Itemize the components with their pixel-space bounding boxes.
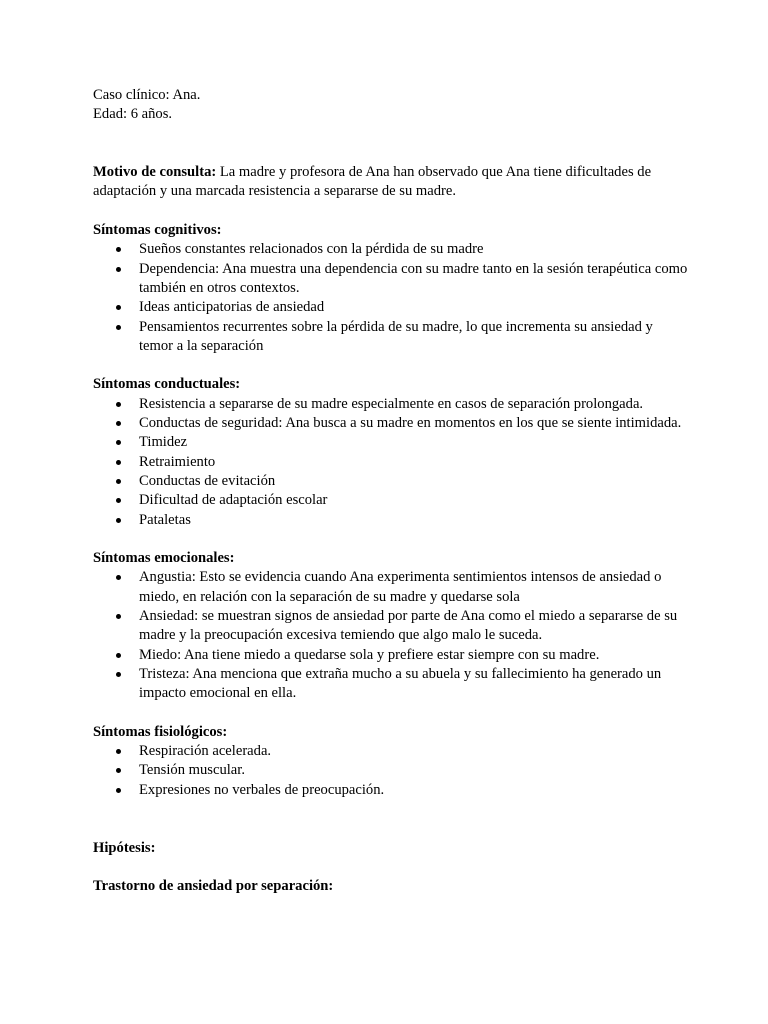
- consulta-paragraph: [93, 163, 688, 202]
- bullet-icon: [116, 518, 121, 523]
- bullet-icon: [116, 575, 121, 580]
- bullet-icon: [116, 768, 121, 773]
- list-item: [139, 298, 688, 317]
- list-cognitivos: [93, 240, 688, 356]
- document-body: [93, 86, 688, 896]
- bullet-icon: [116, 440, 121, 445]
- spacer: [93, 202, 688, 221]
- age-line: Edad: 6 años.: [93, 106, 173, 123]
- list-item: [139, 607, 688, 646]
- bullet-icon: [116, 498, 121, 503]
- section-title-cognitivos: Síntomas cognitivos:: [93, 222, 222, 239]
- spacer: [93, 356, 688, 375]
- list-item-text: Tensión muscular.: [139, 762, 245, 779]
- list-item-text: Timidez: [139, 434, 188, 451]
- list-item-text: Angustia: Esto se evidencia cuando Ana experimenta sentimientos intensos de ansiedad o miedo, en relación con la separación de su madre y quedarse sola: [139, 569, 662, 605]
- bullet-icon: [116, 421, 121, 426]
- bullet-icon: [116, 247, 121, 252]
- spacer: [93, 530, 688, 549]
- consulta-text: La madre y profesora de Ana han observado que Ana tiene dificultades de adaptación y una marcada resistencia a separarse de su madre.: [93, 164, 652, 200]
- bullet-icon: [116, 479, 121, 484]
- list-item-text: Conductas de evitación: [139, 472, 276, 489]
- list-item: [139, 491, 688, 510]
- section-title-fisiologicos: Síntomas fisiológicos:: [93, 723, 228, 740]
- section-title-hipotesis: Hipótesis:: [93, 839, 156, 856]
- list-item: [139, 240, 688, 259]
- consulta-label: Motivo de consulta:: [93, 164, 217, 181]
- list-conductuales: [93, 395, 688, 530]
- list-item-text: Conductas de seguridad: Ana busca a su madre en momentos en los que se siente intimidada.: [139, 415, 682, 432]
- list-item: [139, 453, 688, 472]
- list-item: [139, 665, 688, 704]
- spacer: [93, 704, 688, 723]
- list-item: [139, 742, 688, 761]
- bullet-icon: [116, 460, 121, 465]
- bullet-icon: [116, 749, 121, 754]
- list-item: [139, 318, 688, 357]
- list-item-text: Miedo: Ana tiene miedo a quedarse sola y prefiere estar siempre con su madre.: [139, 646, 600, 663]
- case-line: Caso clínico: Ana.: [93, 87, 201, 103]
- spacer: [93, 125, 688, 164]
- section-title-conductuales: Síntomas conductuales:: [93, 376, 241, 393]
- list-emocionales: [93, 568, 688, 703]
- bullet-icon: [116, 267, 121, 272]
- list-item-text: Dificultad de adaptación escolar: [139, 492, 328, 509]
- list-item: [139, 395, 688, 414]
- bullet-icon: [116, 402, 121, 407]
- list-item-text: Sueños constantes relacionados con la pérdida de su madre: [139, 241, 484, 258]
- spacer: [93, 858, 688, 877]
- list-fisiologicos: [93, 742, 688, 800]
- bullet-icon: [116, 305, 121, 310]
- list-item-text: Pataletas: [139, 511, 191, 528]
- list-item: [139, 761, 688, 780]
- list-item: [139, 260, 688, 299]
- list-item-text: Resistencia a separarse de su madre especialmente en casos de separación prolongada.: [139, 395, 644, 412]
- list-item: [139, 433, 688, 452]
- bullet-icon: [116, 614, 121, 619]
- bullet-icon: [116, 653, 121, 658]
- list-item-text: Expresiones no verbales de preocupación.: [139, 781, 385, 798]
- bullet-icon: [116, 672, 121, 677]
- list-item-text: Tristeza: Ana menciona que extraña mucho a su abuela y su fallecimiento ha generado un impacto emocional en ella.: [139, 665, 662, 702]
- list-item-text: Dependencia: Ana muestra una dependencia con su madre tanto en la sesión terapéutica como también en otros contextos.: [139, 260, 688, 296]
- list-item: [139, 568, 688, 607]
- bullet-icon: [116, 325, 121, 330]
- list-item: [139, 781, 688, 800]
- list-item-text: Pensamientos recurrentes sobre la pérdida de su madre, lo que incrementa su ansiedad y temor a la separación: [139, 318, 653, 354]
- list-item: [139, 414, 688, 433]
- list-item-text: Retraimiento: [139, 453, 216, 470]
- diagnosis-heading: Trastorno de ansiedad por separación:: [93, 878, 334, 895]
- list-item-text: Ideas anticipatorias de ansiedad: [139, 299, 325, 316]
- section-title-emocionales: Síntomas emocionales:: [93, 550, 235, 567]
- spacer: [93, 800, 688, 839]
- list-item: [139, 646, 688, 665]
- list-item-text: Ansiedad: se muestran signos de ansiedad por parte de Ana como el miedo a separarse de su madre y la preocupación excesiva temiendo que algo malo le suceda.: [139, 608, 678, 644]
- bullet-icon: [116, 788, 121, 793]
- list-item: [139, 472, 688, 491]
- list-item-text: Respiración acelerada.: [139, 743, 272, 760]
- list-item: [139, 511, 688, 530]
